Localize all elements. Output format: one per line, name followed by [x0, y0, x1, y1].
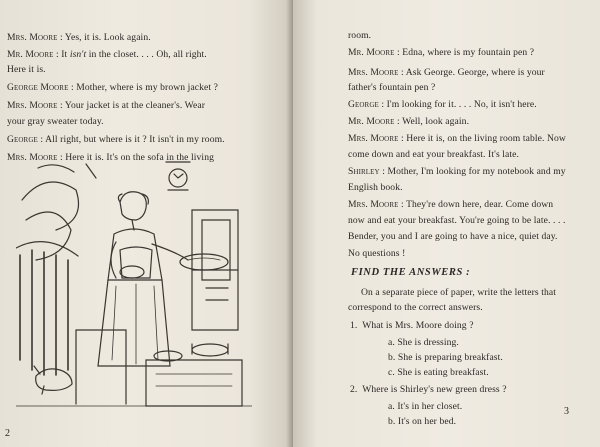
- speaker-label: Mrs. Moore :: [7, 100, 63, 111]
- page-number: 3: [564, 406, 569, 417]
- dialogue-line: [348, 99, 537, 110]
- question-number: 1.: [350, 320, 358, 331]
- dialogue-line: [7, 49, 207, 60]
- dialogue-text: They're down here, dear. Come down: [406, 199, 554, 210]
- dialogue-text: Here it is, on the living room table. Now: [406, 133, 566, 144]
- speaker-label: Mrs. Moore :: [348, 67, 404, 78]
- page-number: 2: [5, 428, 10, 439]
- dialogue-text: Here it is.: [7, 64, 46, 75]
- option-letter: b.: [388, 352, 396, 363]
- question-1: [350, 320, 474, 331]
- question-text: What is Mrs. Moore doing ?: [362, 320, 474, 331]
- dialogue-text: Your jacket is at the cleaner's. Wear: [64, 100, 206, 111]
- left-page: [0, 0, 293, 447]
- dialogue-text: All right, but where is it ? It isn't in my room.: [45, 134, 225, 145]
- dialogue-text: room.: [348, 30, 372, 41]
- answer-option: [388, 367, 489, 378]
- speaker-label: Mr. Moore :: [7, 49, 59, 60]
- option-text: It's in her closet.: [397, 401, 463, 412]
- dialogue-line: [7, 64, 46, 75]
- dialogue-line: [348, 116, 469, 127]
- dialogue-text: I'm looking for it. . . . No, it isn't here.: [386, 99, 537, 110]
- dialogue-line: [348, 67, 545, 78]
- dialogue-line: [348, 82, 435, 93]
- option-letter: a.: [388, 401, 395, 412]
- dialogue-text: Bender, you and I are going to have a nice, quiet day.: [348, 231, 558, 242]
- dialogue-text: Yes, it is. Look again.: [64, 32, 151, 43]
- dialogue-text: Ask George. George, where is your: [405, 67, 545, 78]
- speaker-label: Mrs. Moore :: [348, 199, 404, 210]
- dialogue-line: [348, 231, 558, 242]
- speaker-label: George Moore :: [7, 82, 74, 93]
- dialogue-line: [348, 248, 405, 259]
- speaker-label: Mrs. Moore :: [348, 133, 404, 144]
- speaker-label: Shirley :: [348, 166, 385, 177]
- speaker-label: George :: [7, 134, 44, 145]
- speaker-label: George :: [348, 99, 385, 110]
- option-text: She is dressing.: [397, 337, 459, 348]
- option-text: She is eating breakfast.: [397, 367, 489, 378]
- dialogue-text: Edna, where is my fountain pen ?: [402, 47, 535, 58]
- dialogue-text: Mother, I'm looking for my notebook and my: [387, 166, 566, 177]
- option-text: It's on her bed.: [397, 416, 457, 427]
- speaker-label: Mr. Moore :: [348, 116, 400, 127]
- dialogue-line: [348, 199, 553, 210]
- option-letter: b.: [388, 416, 396, 427]
- dialogue-line: [7, 100, 205, 111]
- right-page: [293, 0, 600, 447]
- dialogue-text: No questions !: [348, 248, 406, 259]
- dialogue-text: Well, look again.: [402, 116, 470, 127]
- dialogue-text: Here it is. It's on the sofa in the living: [65, 152, 214, 163]
- dialogue-text: in the closet. . . . Oh, all right.: [86, 49, 207, 60]
- option-letter: a.: [388, 337, 395, 348]
- answer-option: [388, 337, 459, 348]
- answer-option: [388, 416, 456, 427]
- dialogue-text: Mother, where is my brown jacket ?: [76, 82, 219, 93]
- speaker-label: Mrs. Moore :: [7, 32, 63, 43]
- option-text: She is preparing breakfast.: [397, 352, 503, 363]
- exercise-heading: FIND THE ANSWERS :: [351, 267, 471, 278]
- kitchen-illustration: [16, 160, 252, 416]
- dialogue-line: [348, 47, 534, 58]
- dialogue-line: [348, 166, 566, 177]
- question-text: Where is Shirley's new green dress ?: [362, 384, 507, 395]
- answer-option: [388, 352, 503, 363]
- exercise-instructions: On a separate piece of paper, write the letters that: [361, 287, 556, 298]
- dialogue-line: [348, 182, 403, 193]
- question-number: 2.: [350, 384, 358, 395]
- dialogue-line: [348, 215, 565, 226]
- dialogue-text: father's fountain pen ?: [348, 82, 436, 93]
- dialogue-line: [348, 30, 371, 41]
- dialogue-text: English book.: [348, 182, 403, 193]
- exercise-instructions: correspond to the correct answers.: [348, 302, 483, 313]
- emphasis-text: isn't: [69, 49, 87, 60]
- dialogue-text: It: [61, 49, 70, 60]
- dialogue-line: [7, 116, 104, 127]
- speaker-label: Mrs. Moore :: [7, 152, 63, 163]
- dialogue-text: now and eat your breakfast. You're going to be late. . . .: [348, 215, 566, 226]
- dialogue-line: [7, 82, 218, 93]
- dialogue-line: [348, 133, 566, 144]
- dialogue-line: [7, 32, 151, 43]
- dialogue-text: your gray sweater today.: [7, 116, 104, 127]
- option-letter: c.: [388, 367, 395, 378]
- answer-option: [388, 401, 462, 412]
- dialogue-text: come down and eat your breakfast. It's late.: [348, 149, 520, 160]
- speaker-label: Mr. Moore :: [348, 47, 400, 58]
- dialogue-line: [348, 149, 519, 160]
- question-2: [350, 384, 507, 395]
- dialogue-line: [7, 134, 225, 145]
